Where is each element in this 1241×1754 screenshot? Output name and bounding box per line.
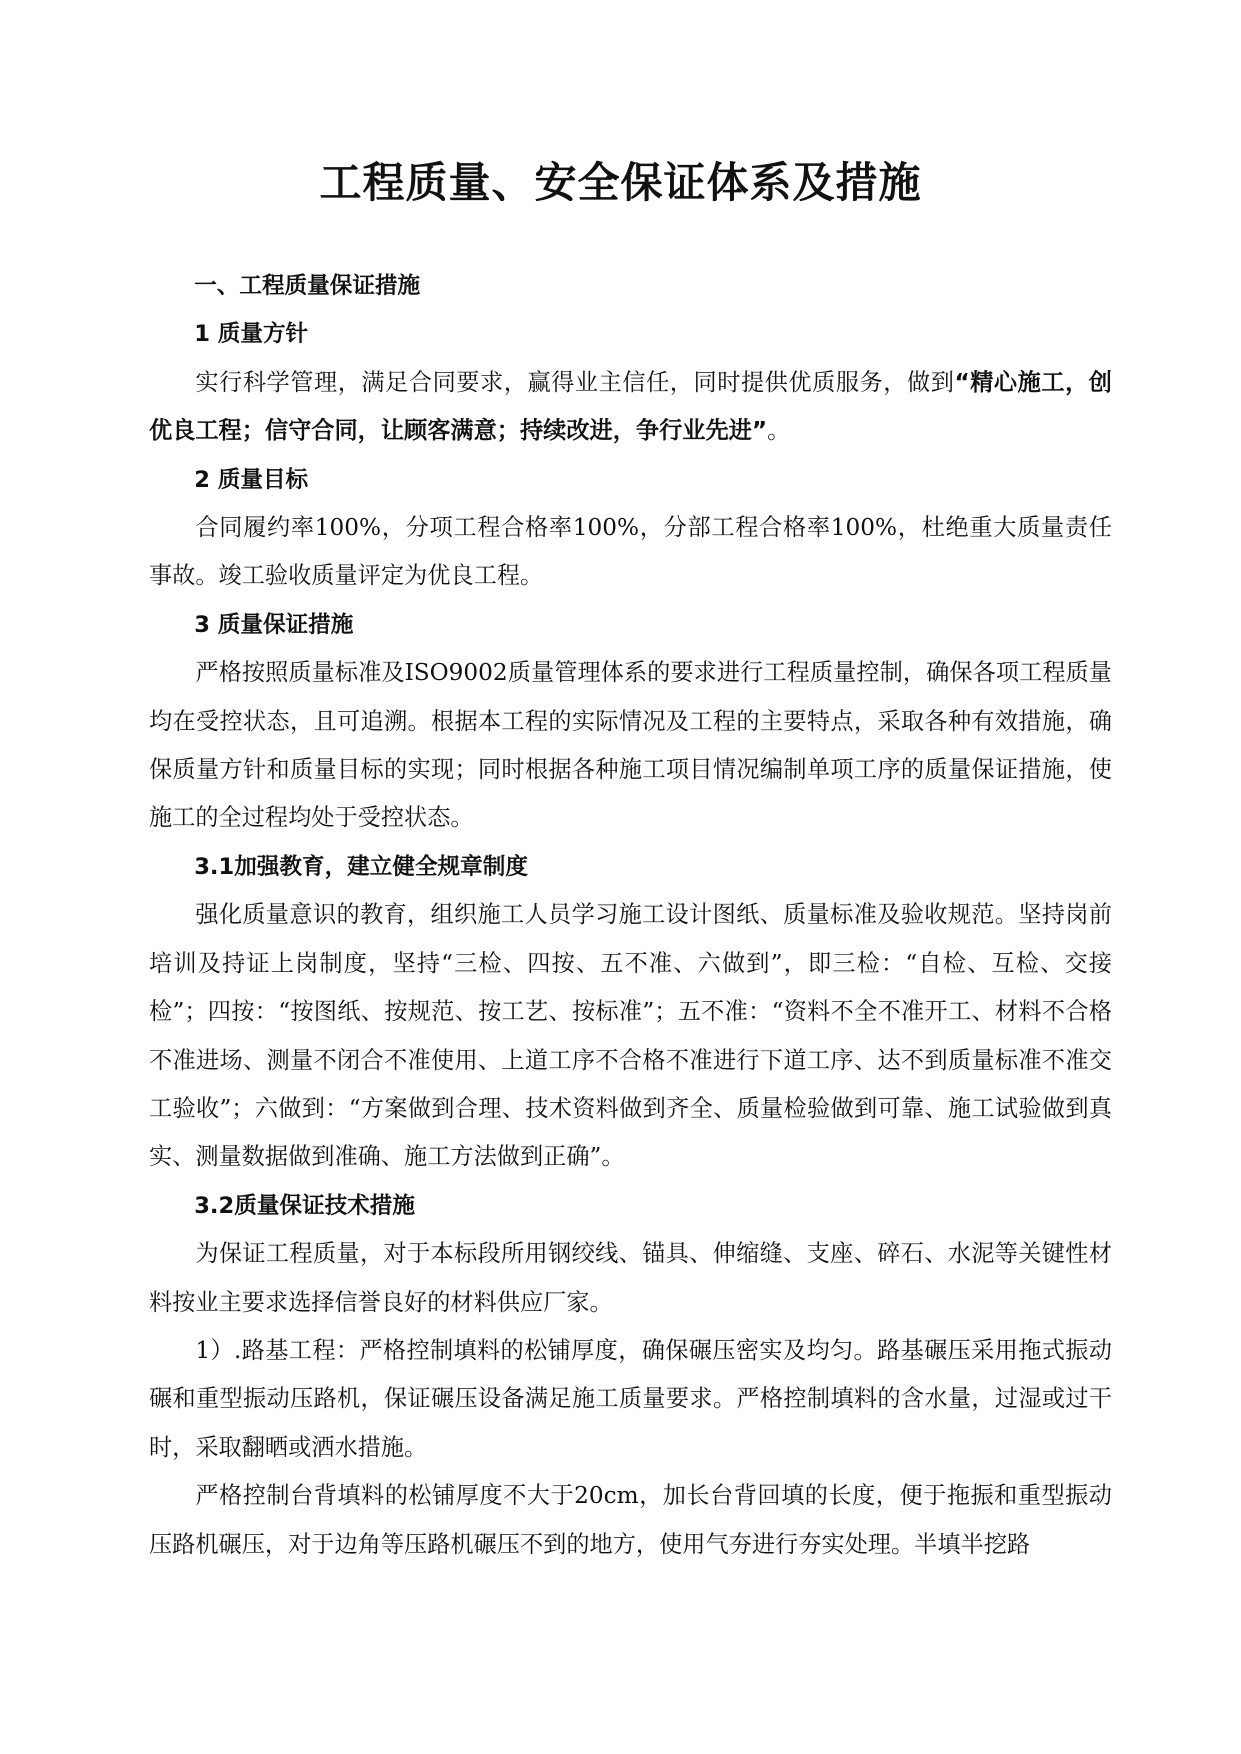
section-heading: 一、工程质量保证措施 (194, 273, 421, 299)
subsection-heading: 3.1加强教育，建立健全规章制度 (194, 853, 528, 880)
document-body (149, 262, 1112, 1569)
quality-slogan: “精心施工，创优良工程；信守合同，让顾客满意；持续改进，争行业先进” (149, 368, 1112, 445)
subsection-heading: 3 质量保证措施 (194, 611, 354, 638)
paragraph-text: 实行科学管理，满足合同要求，赢得业主信任，同时提供优质服务，做到 (195, 368, 955, 396)
paragraph-roadbed: 1）.路基工程：严格控制填料的松铺厚度，确保碾压密实及均匀。路基碾压采用拖式振动碾和重型振动压路机，保证碾压设备满足施工质量要求。严格控制填料的含水量，过湿或过干时，采取翻晒或洒水措施。 (149, 1336, 1112, 1461)
subsection-heading: 3.2质量保证技术措施 (194, 1192, 415, 1219)
paragraph-text: 。 (767, 417, 791, 445)
paragraph-education: 强化质量意识的教育，组织施工人员学习施工设计图纸、质量标准及验收规范。坚持岗前培训及持证上岗制度，坚持“三检、四按、五不准、六做到”，即三检：“自检、互检、交接检”；四按：“按图纸、按规范、按工艺、按标准”；五不准：“资料不全不准开工、材料不合格不准进场、测量不闭合不准使用、上道工序不合格不准进行下道工序、达不到质量标准不准交工验收”；六做到：“方案做到合理、技术资料做到齐全、质量检验做到可靠、施工试验做到真实、测量数据做到准确、施工方法做到正确”。 (149, 901, 1112, 1171)
paragraph-quality-measures: 严格按照质量标准及ISO9002质量管理体系的要求进行工程质量控制，确保各项工程质量均在受控状态，且可追溯。根据本工程的实际情况及工程的主要特点，采取各种有效措施，确保质量方针和质量目标的实现；同时根据各种施工项目情况编制单项工序的质量保证措施，使施工的全过程均处于受控状态。 (149, 659, 1112, 832)
paragraph-backfill: 严格控制台背填料的松铺厚度不大于20cm，加长台背回填的长度，便于拖振和重型振动压路机碾压，对于边角等压路机碾压不到的地方，使用气夯进行夯实处理。半填半挖路 (149, 1482, 1112, 1558)
paragraph-materials: 为保证工程质量，对于本标段所用钢绞线、锚具、伸缩缝、支座、碎石、水泥等关键性材料按业主要求选择信誉良好的材料供应厂家。 (149, 1240, 1112, 1316)
page-title: 工程质量、安全保证体系及措施 (319, 158, 922, 207)
subsection-heading: 1 质量方针 (194, 321, 309, 348)
subsection-heading: 2 质量目标 (194, 466, 309, 493)
paragraph-quality-target: 合同履约率100%，分项工程合格率100%，分部工程合格率100%，杜绝重大质量责任事故。竣工验收质量评定为优良工程。 (149, 514, 1112, 590)
paragraph-quality-policy (149, 359, 1112, 456)
